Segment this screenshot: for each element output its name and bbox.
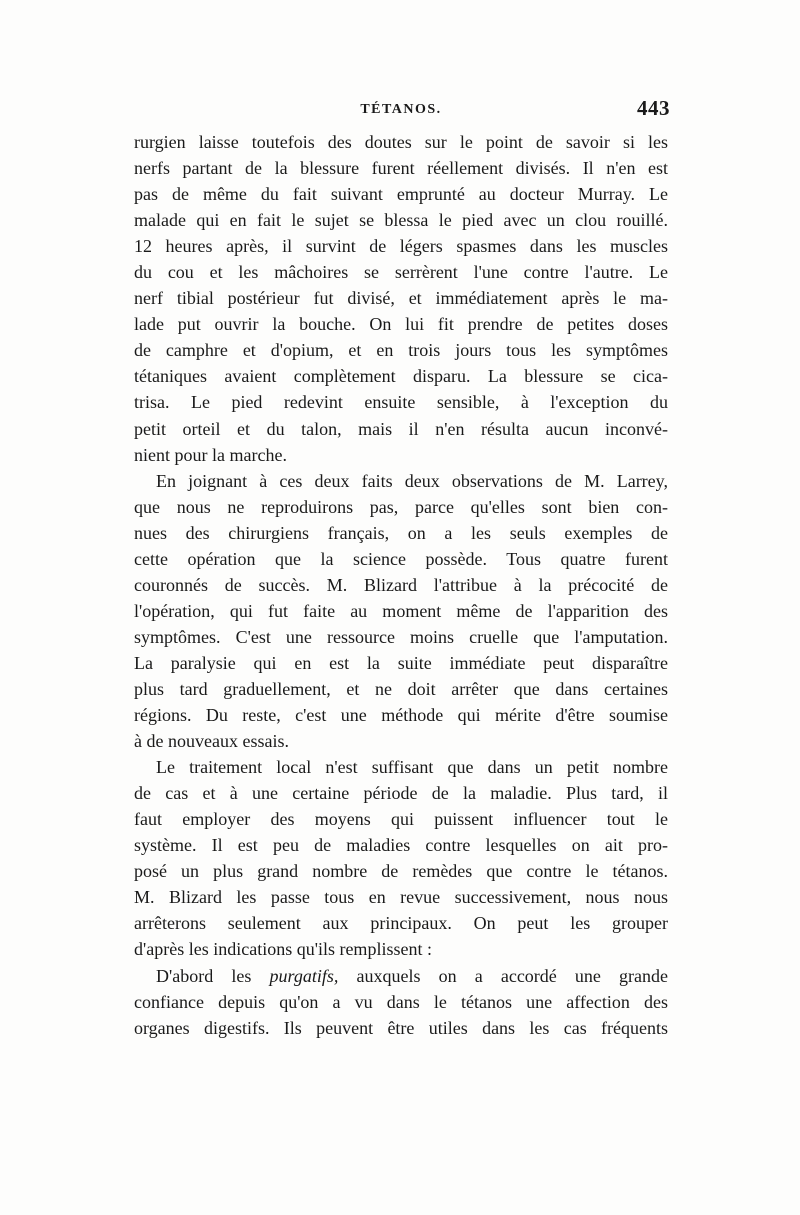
text-line: nient pour la marche. (134, 444, 287, 465)
text-line: confiance depuis qu'on a vu dans le tétanos une affection des (134, 991, 668, 1012)
text-line: nerfs partant de la blessure furent réellement divisés. Il n'en est (134, 158, 668, 179)
text-line: rurgien laisse toutefois des doutes sur le point de savoir si les (134, 132, 668, 152)
text-line: à de nouveaux essais. (134, 731, 289, 752)
body-text (134, 129, 668, 1041)
text-line: trisa. Le pied redevint ensuite sensible, à l'exception du (134, 392, 668, 413)
text-line: faut employer des moyens qui puissent influencer tout le (134, 809, 668, 830)
text-line: plus tard graduellement, et ne doit arrêter que dans certaines (134, 678, 668, 699)
text-line: que nous ne reproduirons pas, parce qu'elles sont bien con- (134, 496, 668, 517)
running-head (132, 96, 670, 122)
text-line: d'après les indications qu'ils remplissent : (134, 939, 432, 960)
text-line: système. Il est peu de maladies contre lesquelles on ait pro- (134, 835, 668, 856)
text-line: tétaniques avaient complètement disparu. La blessure se cica- (134, 366, 668, 387)
text-line: de camphre et d'opium, et en trois jours tous les symptômes (134, 340, 668, 361)
italic-term: purgatifs, (269, 965, 339, 986)
text-line: organes digestifs. Ils peuvent être utiles dans les cas fréquents (134, 1017, 668, 1038)
text-line: symptômes. C'est une ressource moins cruelle que l'amputation. (134, 626, 668, 647)
text-line: malade qui en fait le sujet se blessa le pied avec un clou rouillé. (134, 210, 668, 231)
text-line: régions. Du reste, c'est une méthode qui mérite d'être soumise (134, 705, 668, 726)
text-line: nues des chirurgiens français, on a les seuls exemples de (134, 522, 668, 543)
text-line-lead (134, 963, 668, 989)
page-number: 443 (637, 96, 670, 120)
text-line: pas de même du fait suivant emprunté au docteur Murray. Le (134, 184, 668, 205)
text-line: du cou et les mâchoires se serrèrent l'une contre l'autre. Le (134, 262, 668, 283)
text-line: posé un plus grand nombre de remèdes que contre le tétanos. (134, 861, 668, 882)
text-line: lade put ouvrir la bouche. On lui fit prendre de petites doses (134, 314, 668, 335)
lead-rest: auxquels on a accordé une grande (356, 965, 668, 986)
text-line: couronnés de succès. M. Blizard l'attribue à la précocité de (134, 574, 668, 595)
lead-text: D'abord les (156, 965, 270, 986)
running-title: TÉTANOS. (360, 102, 442, 117)
text-line: l'opération, qui fut faite au moment même de l'apparition des (134, 600, 668, 621)
text-line: Le traitement local n'est suffisant que dans un petit nombre (156, 757, 668, 778)
text-line: petit orteil et du talon, mais il n'en résulta aucun inconvé- (134, 418, 668, 439)
text-line: arrêterons seulement aux principaux. On peut les grouper (134, 913, 668, 934)
text-line: de cas et à une certaine période de la maladie. Plus tard, il (134, 783, 668, 804)
text-line: 12 heures après, il survint de légers spasmes dans les muscles (134, 236, 668, 257)
text-line: La paralysie qui en est la suite immédiate peut disparaître (134, 652, 668, 673)
text-line: En joignant à ces deux faits deux observations de M. Larrey, (156, 470, 668, 491)
text-line: nerf tibial postérieur fut divisé, et immédiatement après le ma- (134, 288, 668, 309)
text-line: M. Blizard les passe tous en revue successivement, nous nous (134, 887, 668, 908)
text-line: cette opération que la science possède. Tous quatre furent (134, 548, 668, 569)
